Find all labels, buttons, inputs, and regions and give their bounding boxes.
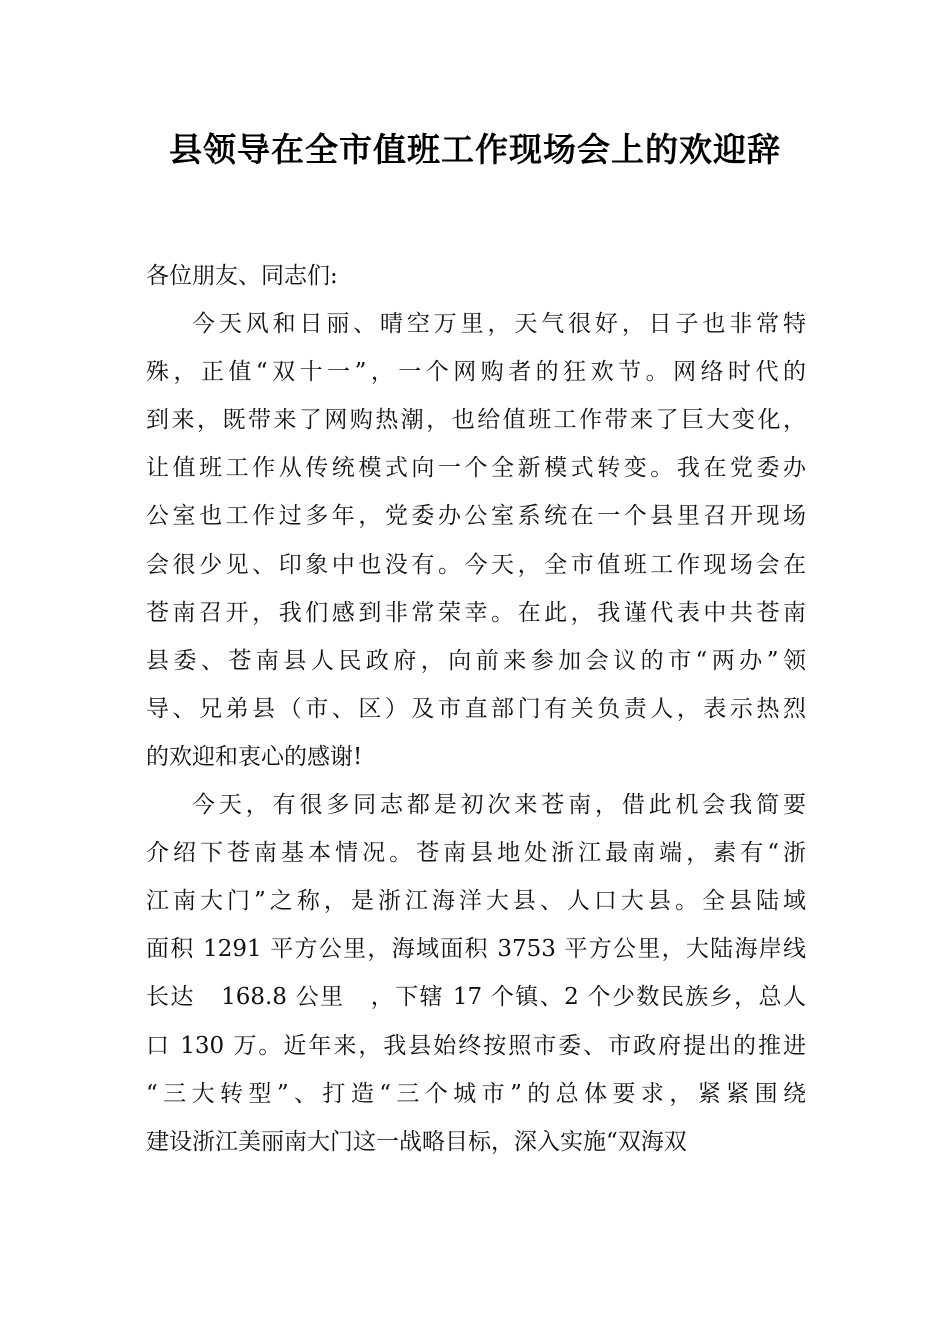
paragraph-line: 苍南召开，我们感到非常荣幸。在此，我谨代表中共苍南 [146, 599, 806, 626]
document-body [146, 258, 806, 1172]
paragraph-line: 殊，正值“双十一”，一个网购者的狂欢节。网络时代的 [146, 359, 806, 386]
paragraph-line: 县委、苍南县人民政府，向前来参加会议的市“两办”领 [146, 647, 806, 674]
paragraph-line: 到来，既带来了网购热潮，也给值班工作带来了巨大变化， [146, 407, 806, 434]
paragraph [146, 787, 806, 1160]
paragraph-line: 公室也工作过多年，党委办公室系统在一个县里召开现场 [146, 503, 806, 530]
paragraph [146, 306, 806, 775]
document-title: 县领导在全市值班工作现场会上的欢迎辞 [169, 130, 781, 169]
paragraph-line: 介绍下苍南基本情况。苍南县地处浙江最南端，素有“浙 [146, 840, 806, 867]
paragraph-line: “三大转型”、打造“三个城市”的总体要求，紧紧围绕 [146, 1080, 806, 1107]
paragraph-line: 口 130 万。近年来，我县始终按照市委、市政府提出的推进 [146, 1032, 806, 1059]
paragraph-line: 会很少见、印象中也没有。今天，全市值班工作现场会在 [146, 551, 806, 578]
salutation: 各位朋友、同志们: [146, 263, 338, 289]
paragraph-line: 建设浙江美丽南大门这一战略目标，深入实施“双海双 [146, 1128, 687, 1155]
paragraph-line: 的欢迎和衷心的感谢! [146, 743, 363, 770]
paragraph-line: 让值班工作从传统模式向一个全新模式转变。我在党委办 [146, 455, 806, 482]
paragraph-line: 今天，有很多同志都是初次来苍南，借此机会我简要 [192, 792, 806, 819]
paragraph-line: 面积 1291 平方公里，海域面积 3753 平方公里，大陆海岸线 [146, 936, 806, 963]
paragraph-line: 今天风和日丽、晴空万里，天气很好，日子也非常特 [192, 311, 806, 338]
paragraph-line: 导、兄弟县（市、区）及市直部门有关负责人，表示热烈 [146, 695, 806, 722]
paragraph-line: 长达 168.8 公里 ，下辖 17 个镇、2 个少数民族乡，总人 [146, 984, 806, 1011]
paragraph-line: 江南大门”之称，是浙江海洋大县、人口大县。全县陆域 [146, 888, 806, 915]
